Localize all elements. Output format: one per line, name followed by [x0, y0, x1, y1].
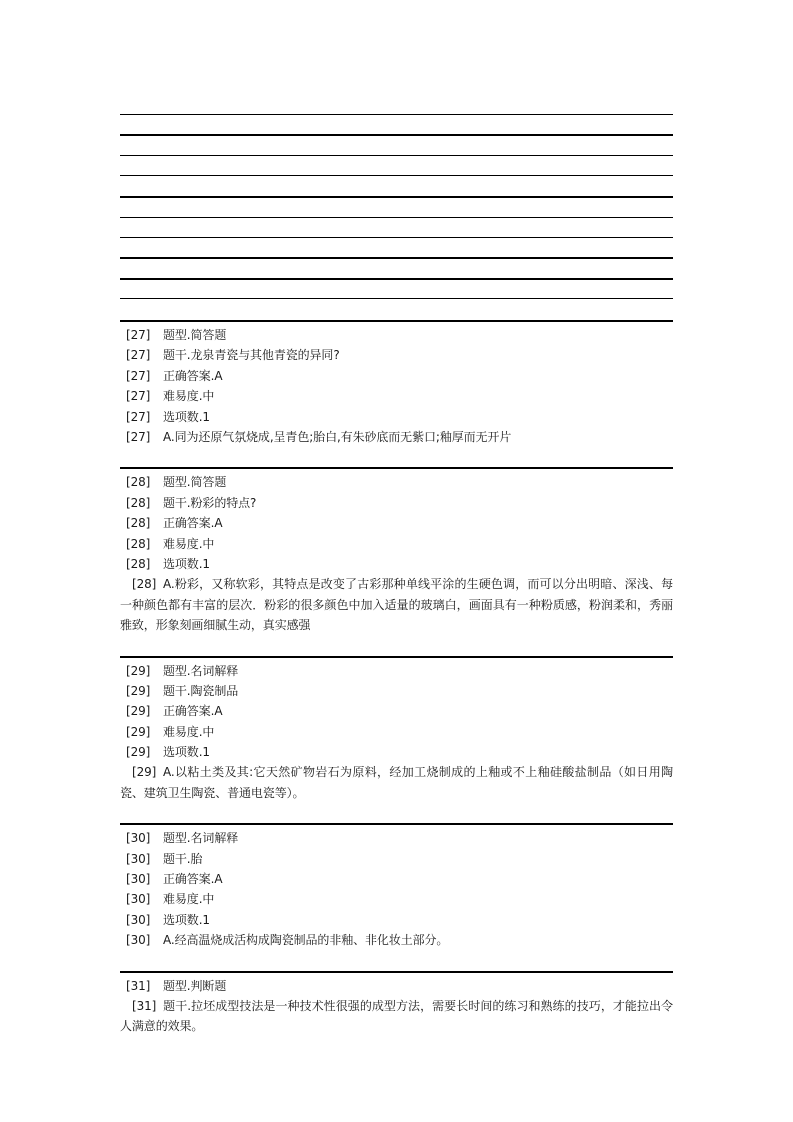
question-stem: [29] 题干.陶瓷制品: [126, 683, 239, 698]
horizontal-rule: [120, 114, 673, 115]
difficulty: [28] 难易度.中: [126, 536, 215, 551]
difficulty: [30] 难易度.中: [126, 892, 215, 907]
question-stem: [31] 题干.拉坯成型技法是一种技术性很强的成型方法，需要长时间的练习和熟练的技巧，才能拉出令人满意的效果。: [120, 999, 673, 1034]
horizontal-rule: [120, 257, 673, 259]
options-count: [29] 选项数.1: [126, 745, 210, 760]
horizontal-rule: [120, 278, 673, 280]
question-block-30: [120, 823, 673, 950]
horizontal-rule: [120, 298, 673, 299]
option-a: [27] A.同为还原气氛烧成,呈青色;胎白,有朱砂底而无紫口;釉厚而无开片: [126, 429, 512, 444]
option-a: [28] A.粉彩，又称软彩，其特点是改变了古彩那种单线平涂的生硬色调，而可以分出明暗、深浅、每一种颜色都有丰富的层次．粉彩的很多颜色中加入适量的玻璃白，画面具有一种粉质感，粉润柔和，秀丽雅致，形象刻画细腻生动，真实感强: [120, 577, 673, 633]
document-page: [120, 0, 673, 1122]
options-count: [30] 选项数.1: [126, 912, 210, 927]
horizontal-rule: [120, 134, 673, 136]
question-type: [31] 题型.判断题: [126, 978, 227, 993]
difficulty: [27] 难易度.中: [126, 389, 215, 404]
correct-answer: [28] 正确答案.A: [126, 516, 223, 531]
options-count: [27] 选项数.1: [126, 409, 210, 424]
difficulty: [29] 难易度.中: [126, 724, 215, 739]
question-block-28: [120, 467, 673, 635]
question-type: [30] 题型.名词解释: [126, 831, 239, 846]
horizontal-rule: [120, 217, 673, 218]
question-type: [29] 题型.名词解释: [126, 663, 239, 678]
question-type: [28] 题型.简答题: [126, 475, 227, 490]
options-count: [28] 选项数.1: [126, 556, 210, 571]
horizontal-rule: [120, 237, 673, 238]
correct-answer: [29] 正确答案.A: [126, 704, 223, 719]
question-type: [27] 题型.简答题: [126, 328, 227, 342]
question-stem: [30] 题干.胎: [126, 851, 203, 866]
question-list: [120, 320, 673, 1057]
horizontal-rule: [120, 175, 673, 176]
question-block-27: [120, 320, 673, 447]
question-block-31: [120, 971, 673, 1037]
option-a: [29] A.以粘土类及其:它天然矿物岩石为原料，经加工烧制成的上釉或不上釉硅酸盐制品（如日用陶瓷、建筑卫生陶瓷、普通电瓷等）。: [120, 765, 673, 800]
question-block-29: [120, 656, 673, 804]
correct-answer: [30] 正确答案.A: [126, 872, 223, 887]
correct-answer: [27] 正确答案.A: [126, 368, 223, 383]
option-a: [30] A.经高温烧成活构成陶瓷制品的非釉、非化妆土部分。: [126, 933, 449, 948]
question-stem: [27] 题干.龙泉青瓷与其他青瓷的异同?: [126, 348, 340, 363]
question-stem: [28] 题干.粉彩的特点?: [126, 495, 257, 510]
horizontal-rule: [120, 196, 673, 198]
horizontal-rule: [120, 155, 673, 156]
